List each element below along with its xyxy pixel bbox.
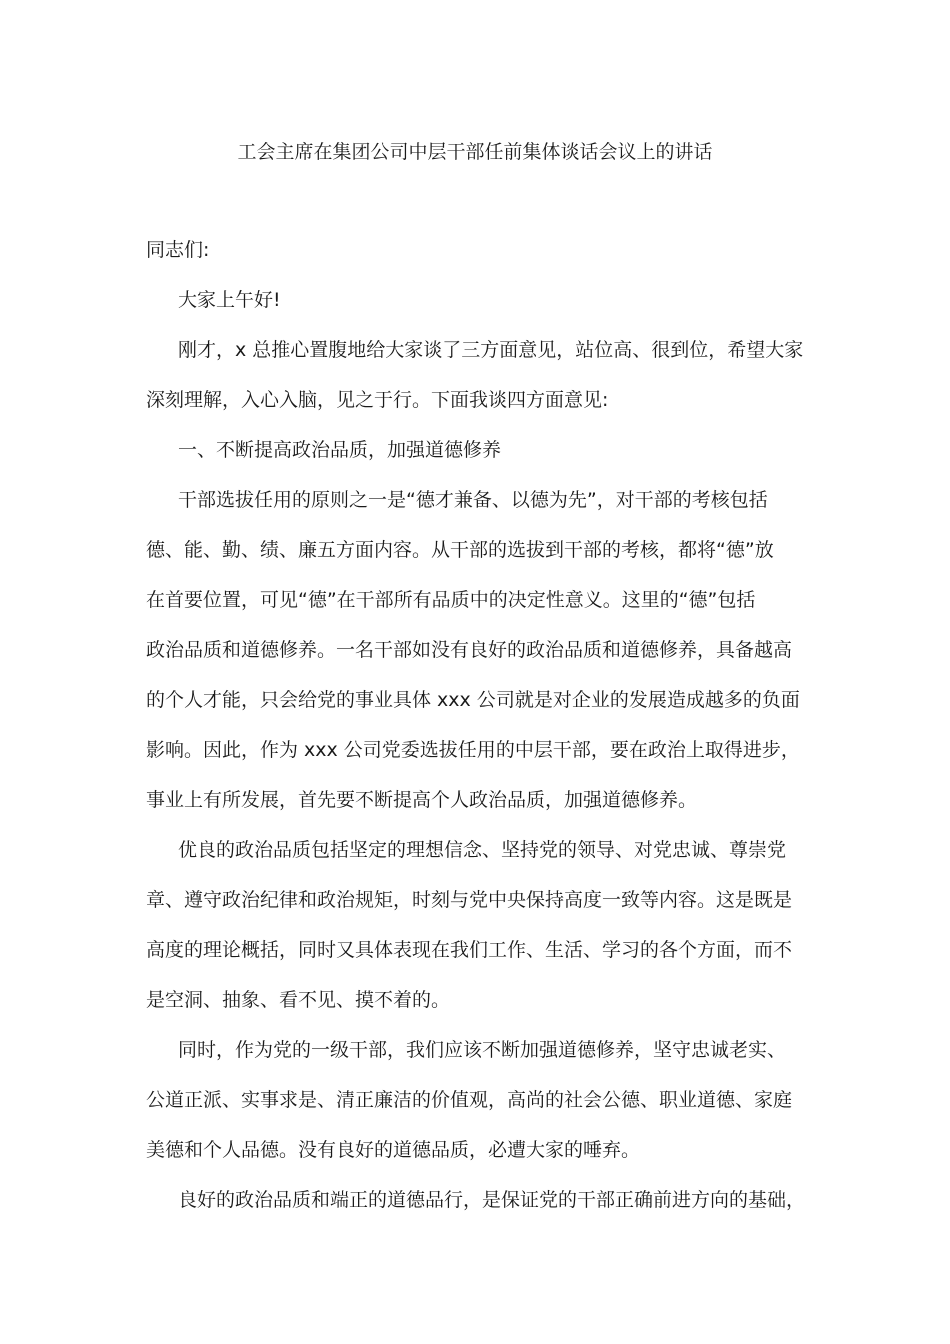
body-line: 干部选拔任用的原则之一是“德才兼备、以德为先”，对干部的考核包括 (178, 489, 768, 511)
section-heading: 一、不断提高政治品质，加强道德修养 (178, 439, 502, 461)
body-line: 事业上有所发展，首先要不断提高个人政治品质，加强道德修养。 (146, 789, 698, 811)
body-line: 深刻理解，入心入脑，见之于行。下面我谈四方面意见: (146, 389, 609, 411)
body-line: 影响。因此，作为 xxx 公司党委选拔任用的中层干部，要在政治上取得进步， (146, 739, 800, 761)
body-line: 同时，作为党的一级干部，我们应该不断加强道德修养，坚守忠诚老实、 (178, 1039, 787, 1061)
document-title: 工会主席在集团公司中层干部任前集体谈话会议上的讲话 (237, 141, 713, 163)
greeting: 大家上午好! (178, 289, 281, 311)
body-line: 在首要位置，可见“德”在干部所有品质中的决定性意义。这里的“德”包括 (146, 589, 756, 611)
body-line: 公道正派、实事求是、清正廉洁的价值观，高尚的社会公德、职业道德、家庭 (146, 1089, 793, 1111)
body-line: 刚才，x 总推心置腹地给大家谈了三方面意见，站位高、很到位，希望大家 (178, 339, 804, 361)
body-line: 政治品质和道德修养。一名干部如没有良好的政治品质和道德修养，具备越高 (146, 639, 793, 661)
body-line: 美德和个人品德。没有良好的道德品质，必遭大家的唾弃。 (146, 1139, 641, 1161)
body-line: 高度的理论概括，同时又具体表现在我们工作、生活、学习的各个方面，而不 (146, 939, 793, 961)
body-line: 的个人才能，只会给党的事业具体 xxx 公司就是对企业的发展造成越多的负面 (146, 689, 800, 711)
salutation: 同志们: (146, 239, 210, 261)
body-line: 良好的政治品质和端正的道德品行，是保证党的干部正确前进方向的基础， (178, 1189, 806, 1211)
body-line: 德、能、勤、绩、廉五方面内容。从干部的选拔到干部的考核，都将“德”放 (146, 539, 774, 561)
body-line: 是空洞、抽象、看不见、摸不着的。 (146, 989, 451, 1011)
body-line: 优良的政治品质包括坚定的理想信念、坚持党的领导、对党忠诚、尊崇党 (178, 839, 787, 861)
body-line: 章、遵守政治纪律和政治规矩，时刻与党中央保持高度一致等内容。这是既是 (146, 889, 793, 911)
